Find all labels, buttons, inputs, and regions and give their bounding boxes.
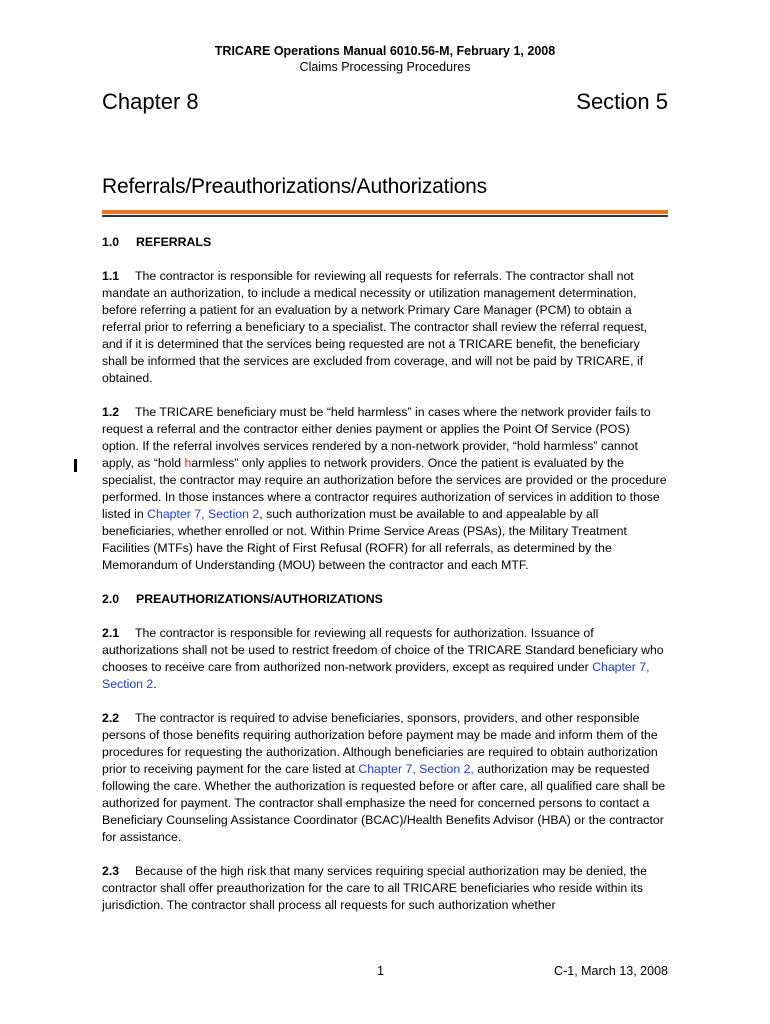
paragraph-text: authorization may be requested following the care. Whether the authorization is requested before or after care, all qualified care shall be authorized for payment. The contractor shall emphasize the need for concerned persons to contact a Beneficiary Counseling Assistance Coordinator (BCAC)/Health Benefits Advisor (HBA) or the contractor for assistance.: [102, 762, 666, 844]
paragraph-text: , such authorization must be available to and appealable by all beneficiaries, whether enrolled or not. Within Prime Service Areas (PSAs), the Military Treatment Facilities (MTFs) have the Right of First Refusal (ROFR) for all referrals, as determined by the Memorandum of Understanding (MOU) between the contractor and each MTF.: [102, 507, 627, 572]
paragraph-text: .: [153, 677, 157, 691]
section-number: 1.0: [102, 235, 120, 249]
paragraph-number: 2.2: [102, 711, 120, 725]
chapter-7-section-2-link[interactable]: Chapter 7, Section 2: [102, 660, 650, 691]
title-rule-dark: [102, 215, 668, 217]
running-header: [0, 43, 770, 75]
change-bar: [74, 459, 77, 472]
paragraph-1-2: [102, 404, 668, 574]
paragraph-2-2: [102, 710, 668, 846]
paragraph-2-1: [102, 625, 668, 693]
paragraph-number: 1.1: [102, 269, 120, 283]
chapter-label: Chapter 8: [102, 89, 199, 114]
manual-title: TRICARE Operations Manual 6010.56-M, February 1, 2008: [214, 44, 556, 58]
changed-text: h: [184, 456, 192, 470]
paragraph-text: armless” only applies to network providers. Once the patient is evaluated by the specialist, the contractor may require an authorization before the services are provided or the procedure performed. In those instances where a contractor requires authorization of services in addition to those listed in: [102, 456, 667, 521]
paragraph-text: The contractor is required to advise beneficiaries, sponsors, providers, and other responsible persons of those benefits requiring authorization before payment may be made and inform them of the procedures for requesting the authorization. Although beneficiaries are required to obtain authorization prior to receiving payment for the care listed at: [102, 711, 658, 776]
chapter-section-line: [102, 88, 668, 118]
paragraph-1-1: [102, 268, 668, 387]
section-title: REFERRALS: [136, 235, 212, 249]
document-body: [102, 234, 668, 931]
paragraph-text: The TRICARE beneficiary must be “held harmless” in cases where the network provider fails to request a referral and the contractor either denies payment or applies the Point Of Service (POS) option. If the referral involves services rendered by a non-network provider, “hold harmless” cannot apply, as “hold: [102, 405, 651, 470]
chapter-7-section-2-link[interactable]: Chapter 7, Section 2,: [358, 762, 474, 776]
change-notice: C-1, March 13, 2008: [554, 964, 668, 978]
section-heading-referrals: [102, 234, 668, 251]
section-title: PREAUTHORIZATIONS/AUTHORIZATIONS: [136, 592, 383, 606]
chapter-7-section-2-link[interactable]: Chapter 7, Section 2: [147, 507, 260, 521]
paragraph-number: 1.2: [102, 405, 120, 419]
paragraph-number: 2.3: [102, 864, 120, 878]
section-heading-preauthorizations: [102, 591, 668, 608]
section-label: Section 5: [576, 89, 668, 114]
paragraph-text: The contractor is responsible for reviewing all requests for referrals. The contractor shall not mandate an authorization, to include a medical necessity or utilization management determination, before referring a patient for an evaluation by a network Primary Care Manager (PCM) to obtain a referral prior to referring a beneficiary to a specialist. The contractor shall review the referral request, and if it is determined that the services being requested are not a TRICARE benefit, the beneficiary shall be informed that the services are excluded from coverage, and will not be paid by TRICARE, if obtained.: [102, 269, 648, 385]
paragraph-text: The contractor is responsible for reviewing all requests for authorization. Issuance of authorizations shall not be used to restrict freedom of choice of the TRICARE Standard beneficiary who chooses to receive care from authorized non-network providers, except as required under: [102, 626, 664, 674]
title-rule-accent: [102, 210, 668, 214]
page-title: Referrals/Preauthorizations/Authorizations: [102, 175, 487, 198]
manual-subtitle: Claims Processing Procedures: [299, 60, 471, 74]
paragraph-number: 2.1: [102, 626, 120, 640]
page-number: 1: [377, 964, 384, 978]
paragraph-text: Because of the high risk that many services requiring special authorization may be denied, the contractor shall offer preauthorization for the care to all TRICARE beneficiaries who reside within its jurisdiction. The contractor shall process all requests for such authorization whether: [102, 864, 647, 912]
section-number: 2.0: [102, 592, 120, 606]
paragraph-2-3: [102, 863, 668, 914]
